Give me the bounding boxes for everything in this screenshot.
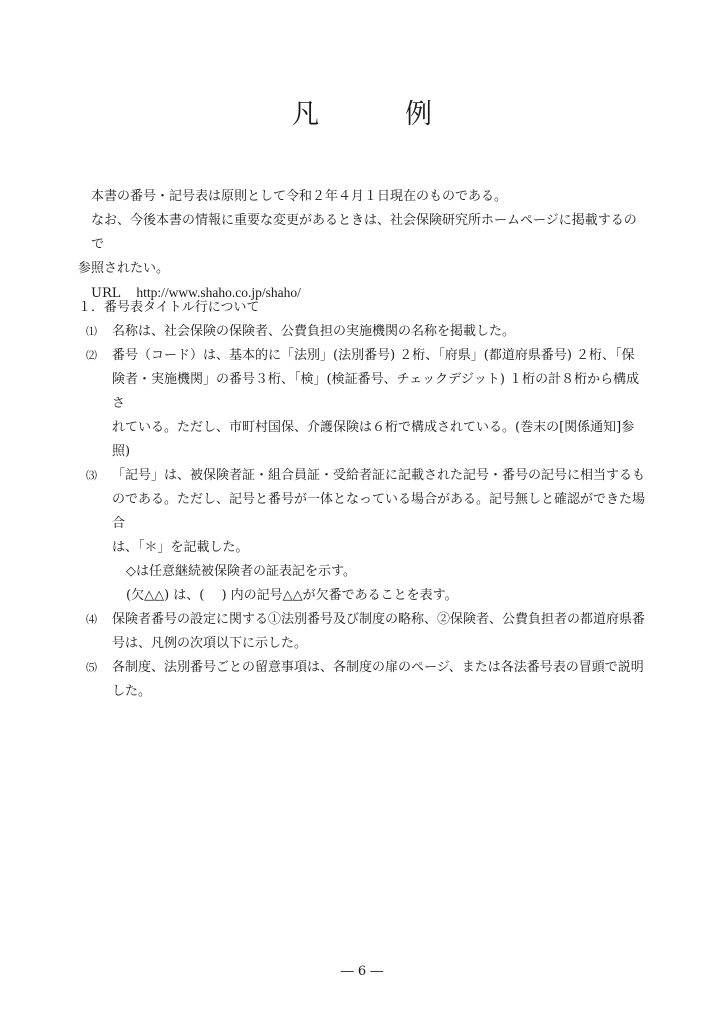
item-line: 名称は、社会保険の保険者、公費負担の実施機関の名称を掲載した。	[112, 324, 516, 339]
list-item	[78, 656, 648, 704]
item-line: 各制度、法別番号ごとの留意事項は、各制度の扉のページ、または各法番号表の冒頭で説明	[112, 660, 644, 675]
item-number: ⑷	[86, 613, 97, 626]
item-body	[112, 656, 648, 704]
item-line: れている。ただし、市町村国保、介護保険は６桁で構成されている。(巻末の[関係通知]参照)	[112, 420, 635, 459]
page-number: ― 6 ―	[340, 964, 384, 979]
item-number: ⑸	[86, 661, 97, 674]
intro-block	[78, 185, 648, 306]
item-number: ⑴	[86, 325, 97, 338]
list-item	[78, 344, 648, 464]
url-label: URL	[91, 286, 121, 301]
item-body	[112, 320, 648, 344]
item-line: 保険者番号の設定に関する①法別番号及び制度の略称、②保険者、公費負担者の都道府県番	[112, 612, 646, 627]
item-line: 号は、凡例の次項以下に示した。	[112, 636, 308, 651]
item-line: した。	[112, 684, 152, 699]
item-line: は、「＊」を記載した。	[112, 540, 249, 555]
url-link[interactable]: http://www.shaho.co.jp/shaho/	[136, 285, 301, 300]
page-title	[0, 92, 724, 131]
title-char-1: 凡	[292, 99, 319, 130]
item-body	[112, 608, 648, 656]
intro-line-2a: なお、今後本書の情報に重要な変更があるときは、社会保険研究所ホームページに掲載するので	[91, 213, 637, 252]
list-item	[78, 320, 648, 344]
item-line: のである。ただし、記号と番号が一体となっている場合がある。記号無しと確認ができた場合	[112, 492, 646, 531]
item-line: 番号（コード）は、基本的に「法別」(法別番号) ２桁、「府県」(都道府県番号) ２桁、「保	[112, 348, 635, 363]
item-line: 険者・実施機関」の番号３桁、「検」(検証番号、チェックデジット) １桁の計８桁から構成さ	[112, 372, 640, 411]
item-sub-line: (欠△△) は、( ) 内の記号△△が欠番であることを表す。	[126, 588, 458, 603]
item-body	[112, 344, 648, 464]
section-heading: １．番号表タイトル行について	[78, 300, 260, 315]
list-item	[78, 608, 648, 656]
list-item	[78, 464, 648, 608]
title-char-2: 例	[405, 99, 432, 130]
item-number: ⑶	[86, 469, 97, 482]
section-1	[78, 296, 648, 704]
intro-line-2b: 参照されたい。	[78, 261, 170, 276]
item-sub-line: ◇は任意継続被保険者の証表記を示す。	[126, 564, 356, 579]
item-body	[112, 464, 648, 608]
item-number: ⑵	[86, 349, 97, 362]
intro-line-1: 本書の番号・記号表は原則として令和２年４月１日現在のものである。	[91, 189, 508, 204]
item-line: 「記号」は、被保険者証・組合員証・受給者証に記載された記号・番号の記号に相当するも	[112, 468, 646, 483]
